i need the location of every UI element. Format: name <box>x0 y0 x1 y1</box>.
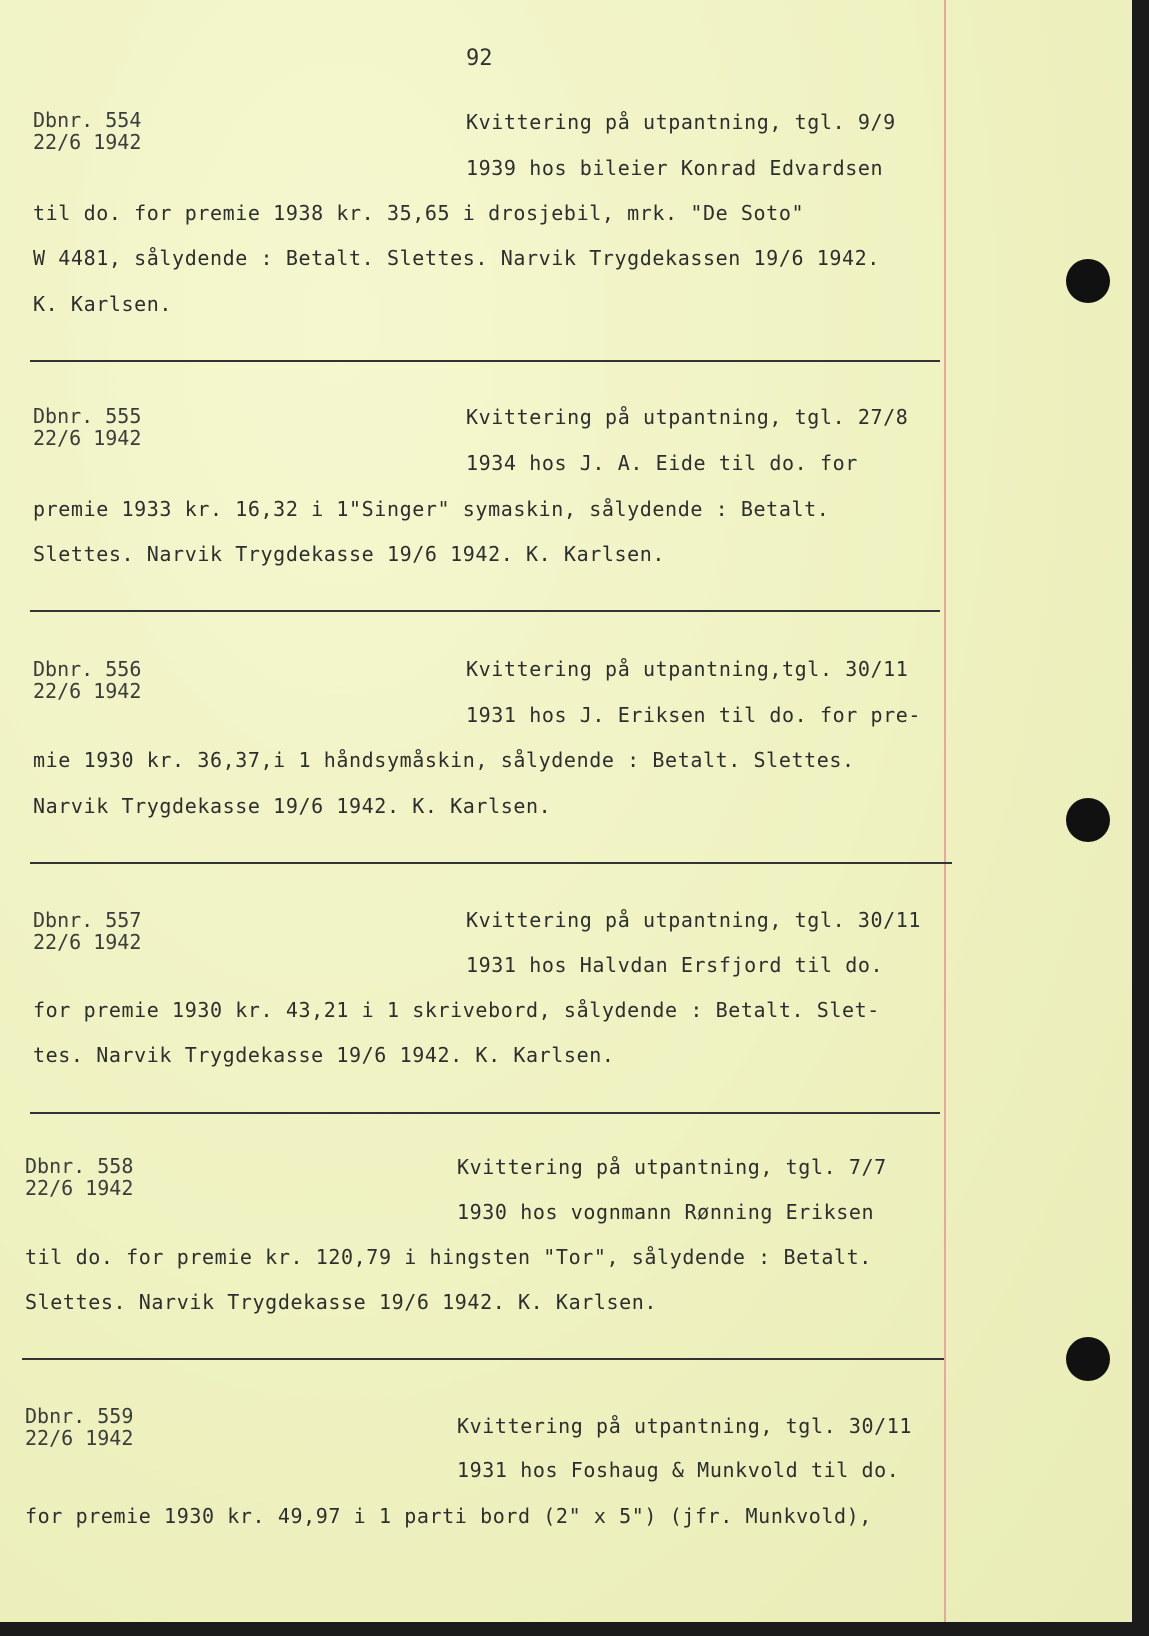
punch-hole-icon <box>1066 798 1110 842</box>
entry-dbnr: Dbnr. 558 <box>25 1154 134 1178</box>
entry-dbnr: Dbnr. 559 <box>25 1404 134 1428</box>
entry-line: til do. for premie 1938 kr. 35,65 i drosjebil, mrk. "De Soto" <box>33 201 805 225</box>
entry-dbnr: Dbnr. 555 <box>33 404 142 428</box>
entry-line: til do. for premie kr. 120,79 i hingsten "Tor", sålydende : Betalt. <box>25 1245 872 1269</box>
entry-date: 22/6 1942 <box>33 130 142 154</box>
entry-heading: Kvittering på utpantning, tgl. 9/9 <box>466 110 896 134</box>
entry-separator <box>22 1358 944 1360</box>
entry-line: K. Karlsen. <box>33 292 173 316</box>
entry-date: 22/6 1942 <box>33 426 142 450</box>
entry-line: for premie 1930 kr. 49,97 i 1 parti bord (2" x 5") (jfr. Munkvold), <box>25 1504 872 1528</box>
entry-line: 1930 hos vognmann Rønning Eriksen <box>457 1200 875 1224</box>
punch-hole-icon <box>1066 259 1110 303</box>
entry-date: 22/6 1942 <box>25 1176 134 1200</box>
entry-line: premie 1933 kr. 16,32 i 1"Singer" symaskin, sålydende : Betalt. <box>33 497 830 521</box>
entry-line: Slettes. Narvik Trygdekasse 19/6 1942. K. Karlsen. <box>33 542 666 566</box>
entry-dbnr: Dbnr. 557 <box>33 908 142 932</box>
entry-separator <box>30 360 940 362</box>
entry-date: 22/6 1942 <box>33 930 142 954</box>
red-margin-line <box>944 0 946 1622</box>
entry-heading: Kvittering på utpantning, tgl. 7/7 <box>457 1155 887 1179</box>
entry-separator <box>30 610 940 612</box>
entry-dbnr: Dbnr. 556 <box>33 657 142 681</box>
entry-line: 1931 hos J. Eriksen til do. for pre- <box>466 703 922 727</box>
entry-line: 1931 hos Halvdan Ersfjord til do. <box>466 953 884 977</box>
entry-line: mie 1930 kr. 36,37,i 1 håndsymåskin, sålydende : Betalt. Slettes. <box>33 748 855 772</box>
entry-line: Narvik Trygdekasse 19/6 1942. K. Karlsen. <box>33 794 552 818</box>
punch-hole-icon <box>1066 1337 1110 1381</box>
entry-date: 22/6 1942 <box>33 679 142 703</box>
entry-heading: Kvittering på utpantning, tgl. 27/8 <box>466 405 909 429</box>
entry-heading: Kvittering på utpantning,tgl. 30/11 <box>466 657 909 681</box>
entry-separator <box>30 862 952 864</box>
entry-separator <box>30 1112 940 1114</box>
entry-date: 22/6 1942 <box>25 1426 134 1450</box>
entry-line: 1939 hos bileier Konrad Edvardsen <box>466 156 884 180</box>
entry-heading: Kvittering på utpantning, tgl. 30/11 <box>466 908 922 932</box>
entry-line: tes. Narvik Trygdekasse 19/6 1942. K. Karlsen. <box>33 1043 615 1067</box>
entry-line: 1934 hos J. A. Eide til do. for <box>466 451 858 475</box>
entry-line: 1931 hos Foshaug & Munkvold til do. <box>457 1458 900 1482</box>
entry-heading: Kvittering på utpantning, tgl. 30/11 <box>457 1414 913 1438</box>
entry-line: W 4481, sålydende : Betalt. Slettes. Narvik Trygdekassen 19/6 1942. <box>33 246 880 270</box>
entry-line: Slettes. Narvik Trygdekasse 19/6 1942. K. Karlsen. <box>25 1290 658 1314</box>
entry-line: for premie 1930 kr. 43,21 i 1 skrivebord, sålydende : Betalt. Slet- <box>33 998 880 1022</box>
page-number: 92 <box>466 46 493 71</box>
entry-dbnr: Dbnr. 554 <box>33 108 142 132</box>
